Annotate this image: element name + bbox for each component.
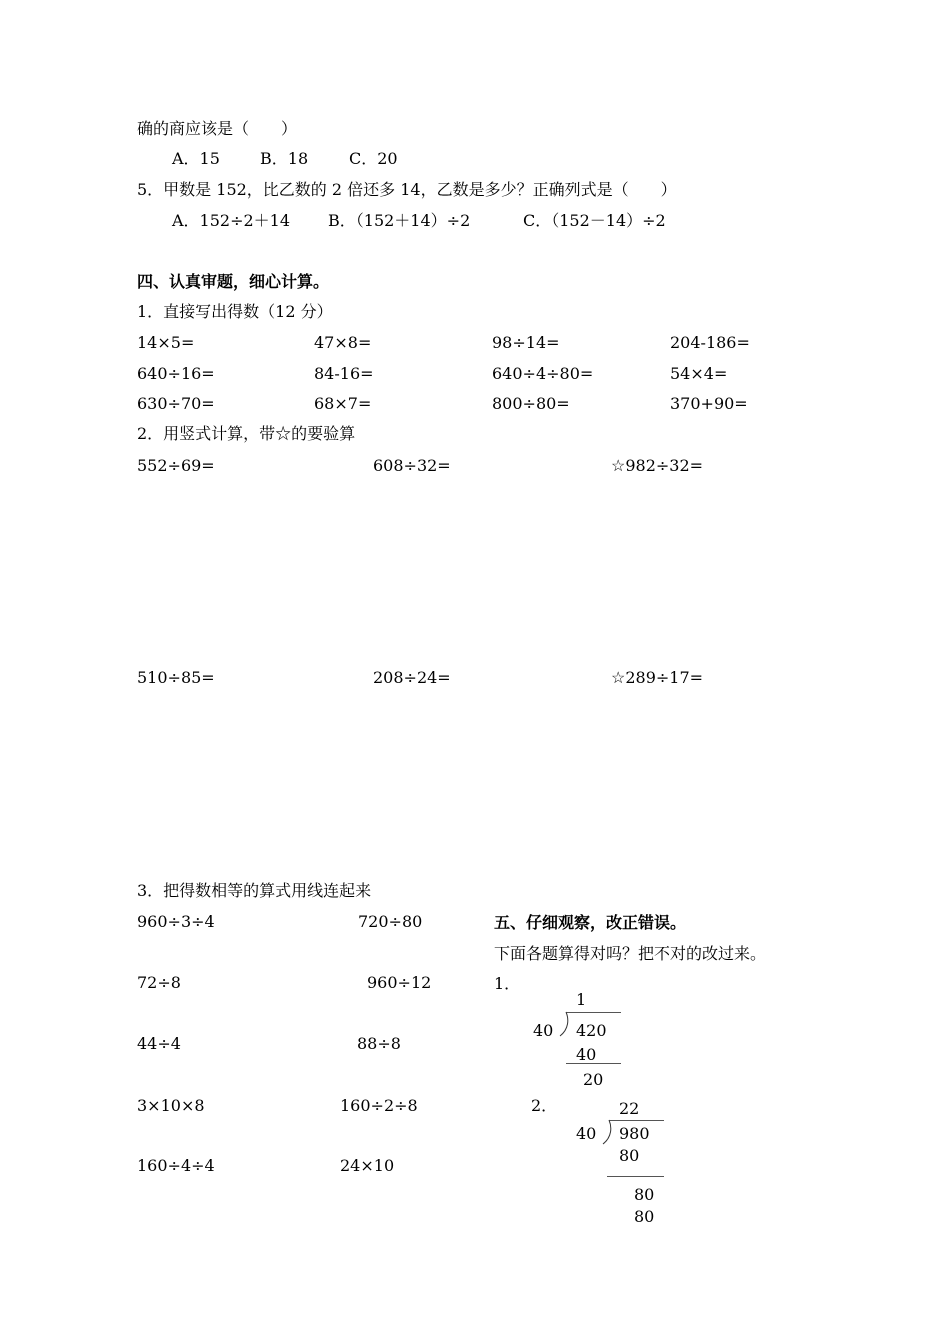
oral-calc-item: 204-186= (670, 333, 750, 352)
match-left-item: 160÷4÷4 (137, 1156, 215, 1175)
vertical-calc-item: 208÷24= (373, 668, 451, 687)
q5-option-b: B．（152＋14）÷2 (328, 211, 471, 230)
error1-dividend: 420 (576, 1021, 607, 1040)
oral-calc-item: 370+90= (670, 394, 748, 413)
q5-option-c: C．（152－14）÷2 (523, 211, 666, 230)
vertical-calc-item: 608÷32= (373, 456, 451, 475)
match-right-item: 960÷12 (367, 973, 432, 992)
q5-option-a: A．152÷2＋14 (172, 211, 291, 230)
q4-option-a: A．15 (172, 149, 220, 168)
vertical-calc-item: ☆982÷32= (611, 456, 704, 475)
error2-divisor: 40 (576, 1124, 597, 1143)
error2-product: 80 (619, 1146, 640, 1165)
q5-text: 5．甲数是 152，比乙数的 2 倍还多 14，乙数是多少？正确列式是（ ） (137, 180, 677, 199)
error1-product: 40 (576, 1045, 597, 1064)
error2-step-value: 80 (634, 1207, 655, 1226)
match-right-item: 160÷2÷8 (340, 1096, 418, 1115)
vertical-calc-item: 510÷85= (137, 668, 215, 687)
oral-calc-item: 640÷4÷80= (492, 364, 594, 383)
oral-calc-item: 98÷14= (492, 333, 560, 352)
part3-title: 3．把得数相等的算式用线连起来 (137, 881, 372, 900)
section5-heading: 五、仔细观察，改正错误。 (494, 913, 687, 932)
error1-subtract-line (566, 1063, 621, 1064)
part1-title: 1．直接写出得数（12 分） (137, 302, 333, 321)
match-right-item: 720÷80 (358, 912, 423, 931)
section4-heading: 四、认真审题，细心计算。 (137, 272, 330, 291)
error2-step-value: 80 (634, 1185, 655, 1204)
q4-option-b: B．18 (260, 149, 309, 168)
oral-calc-item: 640÷16= (137, 364, 215, 383)
match-left-item: 960÷3÷4 (137, 912, 215, 931)
error2-division-bar (609, 1120, 664, 1121)
oral-calc-item: 68×7= (314, 394, 372, 413)
error1-divisor: 40 (533, 1021, 554, 1040)
error2-quotient: 22 (619, 1099, 640, 1118)
q4-tail: 确的商应该是（ ） (137, 119, 298, 138)
oral-calc-item: 47×8= (314, 333, 372, 352)
error1-label: 1． (494, 974, 521, 993)
oral-calc-item: 14×5= (137, 333, 195, 352)
match-left-item: 44÷4 (137, 1034, 181, 1053)
error2-division-bracket (600, 1119, 612, 1145)
error2-dividend: 980 (619, 1124, 650, 1143)
part2-title: 2．用竖式计算，带☆的要验算 (137, 424, 356, 443)
oral-calc-item: 84-16= (314, 364, 374, 383)
oral-calc-item: 54×4= (670, 364, 728, 383)
vertical-calc-item: 552÷69= (137, 456, 215, 475)
match-left-item: 72÷8 (137, 973, 181, 992)
error1-division-bar (566, 1012, 621, 1013)
oral-calc-item: 800÷80= (492, 394, 570, 413)
match-left-item: 3×10×8 (137, 1096, 205, 1115)
match-right-item: 88÷8 (357, 1034, 401, 1053)
match-right-item: 24×10 (340, 1156, 395, 1175)
section5-intro: 下面各题算得对吗？把不对的改过来。 (494, 944, 767, 963)
oral-calc-item: 630÷70= (137, 394, 215, 413)
vertical-calc-item: ☆289÷17= (611, 668, 704, 687)
error1-quotient: 1 (576, 990, 587, 1009)
error1-division-bracket (557, 1011, 569, 1037)
error2-label: 2． (531, 1096, 558, 1115)
q4-option-c: C．20 (349, 149, 398, 168)
error2-subtract-line (607, 1176, 664, 1177)
error1-remainder: 20 (583, 1070, 604, 1089)
